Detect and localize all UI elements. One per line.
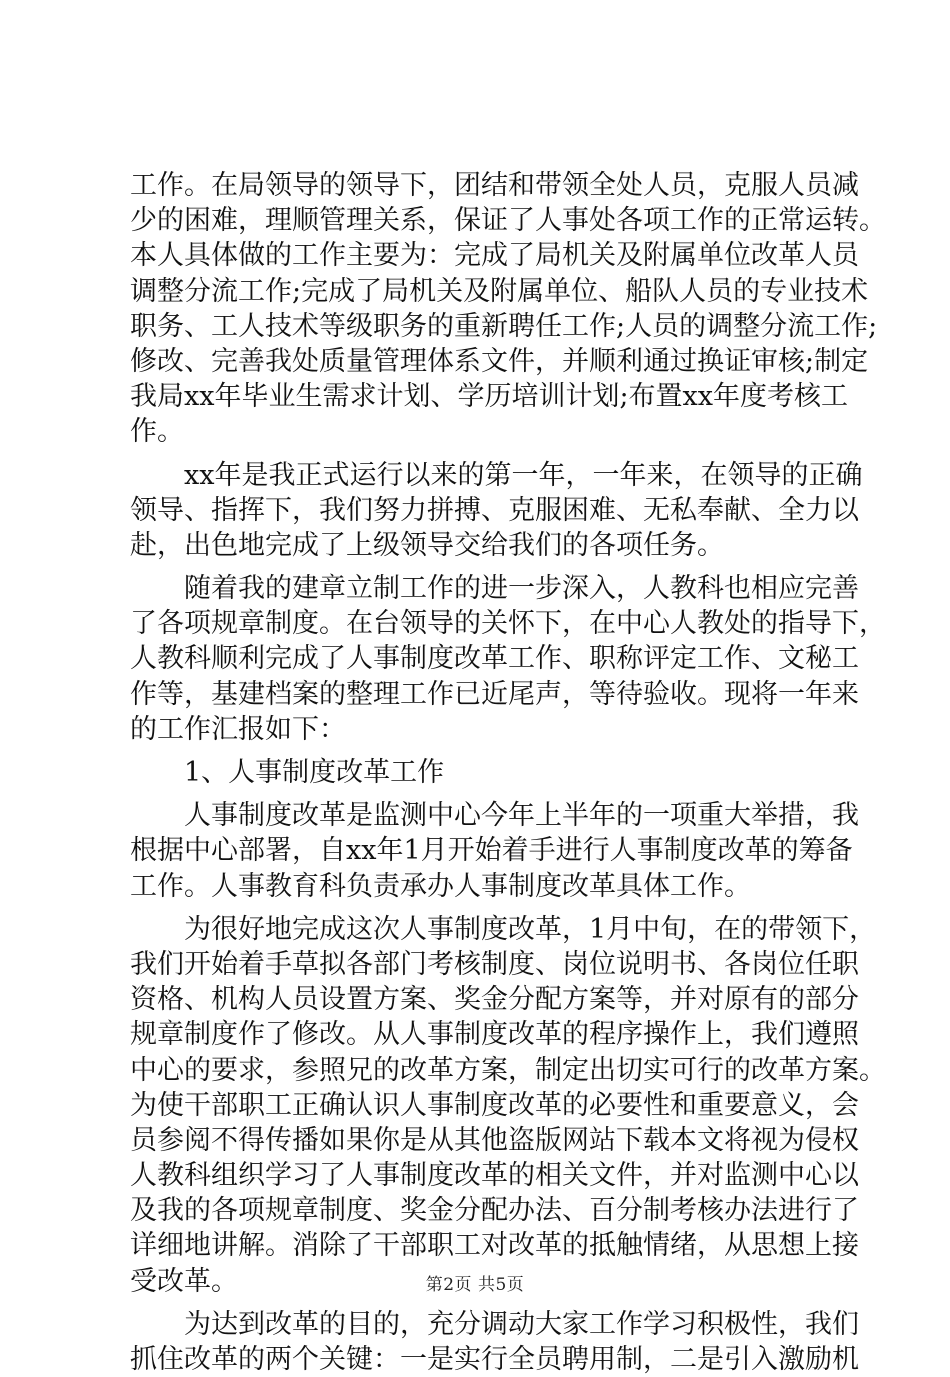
text-line: 赴，出色地完成了上级领导交给我们的各项任务。 — [130, 529, 724, 561]
paragraph — [130, 168, 886, 450]
paragraph — [130, 571, 886, 747]
paragraph — [130, 798, 859, 904]
text-line: 人教科组织学习了人事制度改革的相关文件，并对监测中心以 — [130, 1160, 859, 1192]
text-line: 作。 — [130, 416, 184, 448]
paragraph — [130, 912, 886, 1299]
text-line: 领导、指挥下，我们努力拼搏、克服困难、无私奉献、全力以 — [130, 494, 859, 526]
text-line: 职务、工人技术等级职务的重新聘任工作;人员的调整分流工作; — [130, 310, 878, 342]
text-line: 详细地讲解。消除了干部职工对改革的抵触情绪，从思想上接 — [130, 1230, 859, 1262]
text-line: 为使干部职工正确认识人事制度改革的必要性和重要意义，会 — [130, 1089, 859, 1121]
text-line: 根据中心部署，自xx年1月开始着手进行人事制度改革的筹备 — [130, 835, 853, 867]
text-line: 修改、完善我处质量管理体系文件，并顺利通过换证审核;制定 — [130, 345, 869, 377]
text-line: 为很好地完成这次人事制度改革，1月中旬，在的带领下， — [184, 913, 877, 945]
text-line: 员参阅不得传播如果你是从其他盗版网站下载本文将视为侵权 — [130, 1124, 859, 1156]
text-line: 1、人事制度改革工作 — [184, 757, 445, 788]
text-line: 为达到改革的目的，充分调动大家工作学习积极性，我们 — [184, 1308, 859, 1340]
text-line: xx年是我正式运行以来的第一年，一年来，在领导的正确 — [184, 459, 863, 491]
text-line: 了各项规章制度。在台领导的关怀下，在中心人教处的指导下， — [130, 608, 886, 640]
text-line: 工作。在局领导的领导下，团结和带领全处人员，克服人员减 — [130, 170, 859, 201]
paragraph — [130, 1307, 859, 1377]
document-body — [130, 168, 886, 1377]
text-line: 资格、机构人员设置方案、奖金分配方案等，并对原有的部分 — [130, 984, 859, 1016]
text-line: 抓住改革的两个关键：一是实行全员聘用制，二是引入激励机 — [130, 1344, 859, 1375]
paragraph — [130, 458, 863, 564]
text-line: 中心的要求，参照兄的改革方案，制定出切实可行的改革方案。 — [130, 1054, 886, 1086]
text-line: 人教科顺利完成了人事制度改革工作、职称评定工作、文秘工 — [130, 643, 859, 675]
text-line: 随着我的建章立制工作的进一步深入，人教科也相应完善 — [184, 573, 859, 605]
text-line: 工作。人事教育科负责承办人事制度改革具体工作。 — [130, 870, 751, 902]
text-line: 受改革。 — [130, 1265, 238, 1297]
text-line: 本人具体做的工作主要为：完成了局机关及附属单位改革人员 — [130, 240, 859, 272]
text-line: 少的困难，理顺管理关系，保证了人事处各项工作的正常运转。 — [130, 205, 886, 237]
text-line: 调整分流工作;完成了局机关及附属单位、船队人员的专业技术 — [130, 275, 869, 307]
text-line: 作等，基建档案的整理工作已近尾声，等待验收。现将一年来 — [130, 678, 859, 710]
text-line: 我们开始着手草拟各部门考核制度、岗位说明书、各岗位任职 — [130, 948, 859, 980]
paragraph — [130, 755, 830, 790]
page-footer: 第2页 共5页 — [425, 1275, 525, 1295]
text-line: 人事制度改革是监测中心今年上半年的一项重大举措，我 — [184, 800, 859, 832]
text-line: 及我的各项规章制度、奖金分配办法、百分制考核办法进行了 — [130, 1195, 859, 1227]
text-line: 的工作汇报如下： — [130, 713, 346, 745]
text-line: 我局xx年毕业生需求计划、学历培训计划;布置xx年度考核工 — [130, 381, 849, 413]
text-line: 规章制度作了修改。从人事制度改革的程序操作上，我们遵照 — [130, 1019, 859, 1051]
